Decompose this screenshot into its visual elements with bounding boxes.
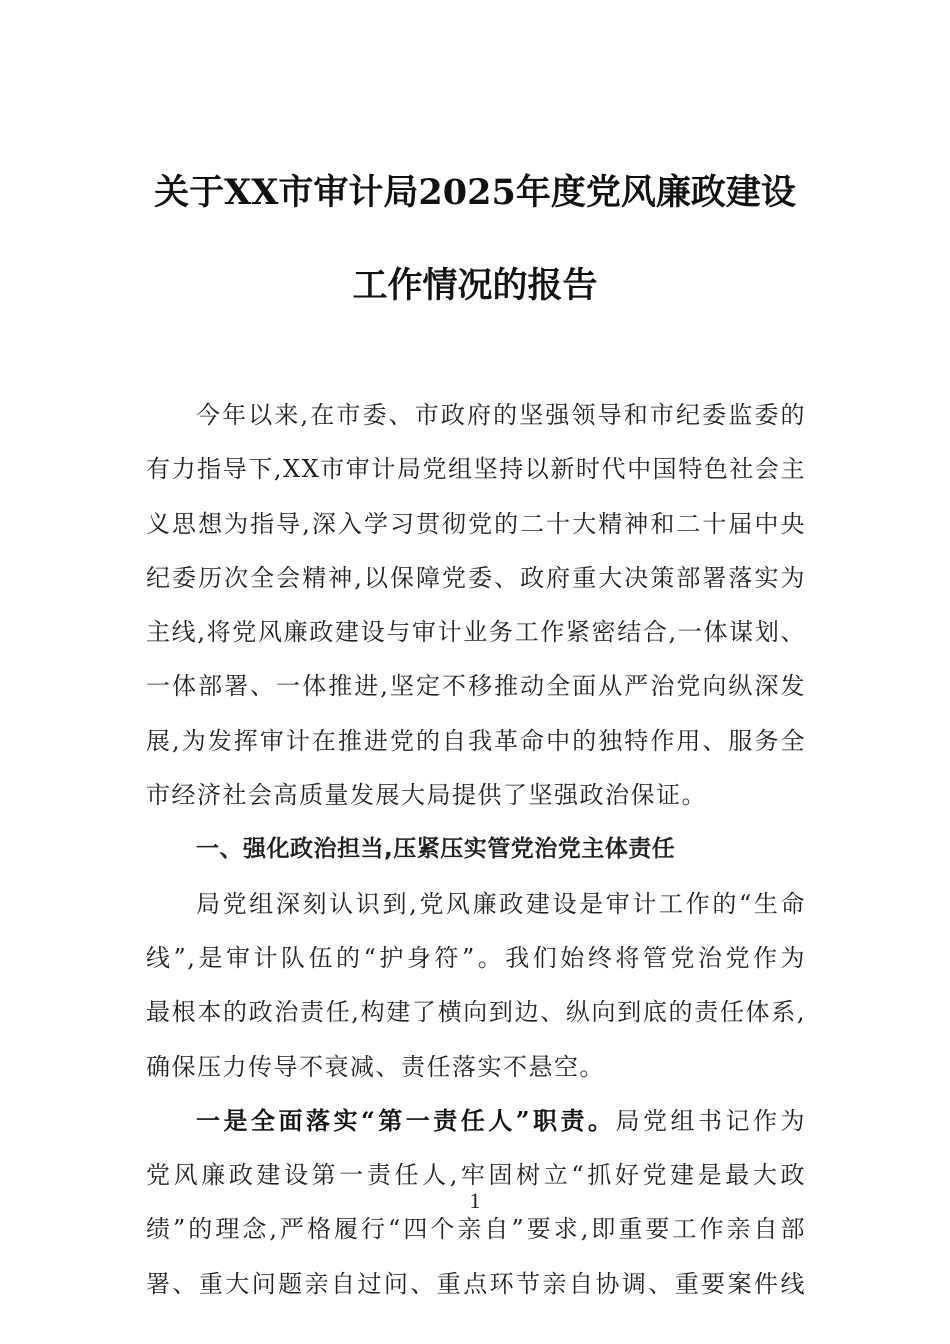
paragraph-3-line: 党风廉政建设第一责任人,牢固树立“抓好党建是最大政 bbox=[146, 1161, 806, 1190]
paragraph-1-line: 有力指导下,XX市审计局党组坚持以新时代中国特色社会主 bbox=[146, 455, 806, 484]
section-1-heading: 一、强化政治担当,压紧压实管党治党主体责任 bbox=[196, 836, 676, 863]
paragraph-1-line: 纪委历次全会精神,以保障党委、政府重大决策部署落实为 bbox=[146, 563, 806, 592]
paragraph-1-line: 今年以来,在市委、市政府的坚强领导和市纪委监委的 bbox=[196, 401, 806, 429]
paragraph-1-line: 义思想为指导,深入学习贯彻党的二十大精神和二十届中央 bbox=[146, 509, 806, 538]
page-number: 1 bbox=[469, 1188, 481, 1213]
paragraph-3-line: 绩”的理念,严格履行“四个亲自”要求,即重要工作亲自部 bbox=[146, 1215, 806, 1244]
paragraph-2-line: 局党组深刻认识到,党风廉政建设是审计工作的“生命 bbox=[196, 889, 806, 918]
paragraph-3-first-line bbox=[146, 1099, 806, 1153]
paragraph-2-line: 确保压力传导不衰减、责任落实不悬空。 bbox=[146, 1052, 605, 1081]
paragraph-1-line: 主线,将党风廉政建设与审计业务工作紧密结合,一体谋划、 bbox=[146, 618, 806, 647]
paragraph-1-line: 展,为发挥审计在推进党的自我革命中的独特作用、服务全 bbox=[146, 726, 806, 755]
paragraph-1-line: 一体部署、一体推进,坚定不移推动全面从严治党向纵深发 bbox=[146, 672, 806, 701]
document-title-line-2: 工作情况的报告 bbox=[352, 265, 598, 306]
paragraph-3-line: 署、重大问题亲自过问、重点环节亲自协调、重要案件线 bbox=[146, 1269, 806, 1298]
paragraph-3-first-rest: 局党组书记作为 bbox=[615, 1106, 807, 1135]
paragraph-1-line: 市经济社会高质量发展大局提供了坚强政治保证。 bbox=[146, 781, 707, 810]
paragraph-2-line: 线”,是审计队伍的“护身符”。我们始终将管党治党作为 bbox=[146, 943, 806, 972]
paragraph-2-line: 最根本的政治责任,构建了横向到边、纵向到底的责任体系, bbox=[146, 998, 806, 1027]
paragraph-3-bold-lead: 一是全面落实“第一责任人”职责。 bbox=[196, 1105, 616, 1135]
document-body bbox=[146, 393, 806, 1316]
document-title-line-1: 关于XX市审计局2025年度党风廉政建设 bbox=[154, 172, 796, 213]
